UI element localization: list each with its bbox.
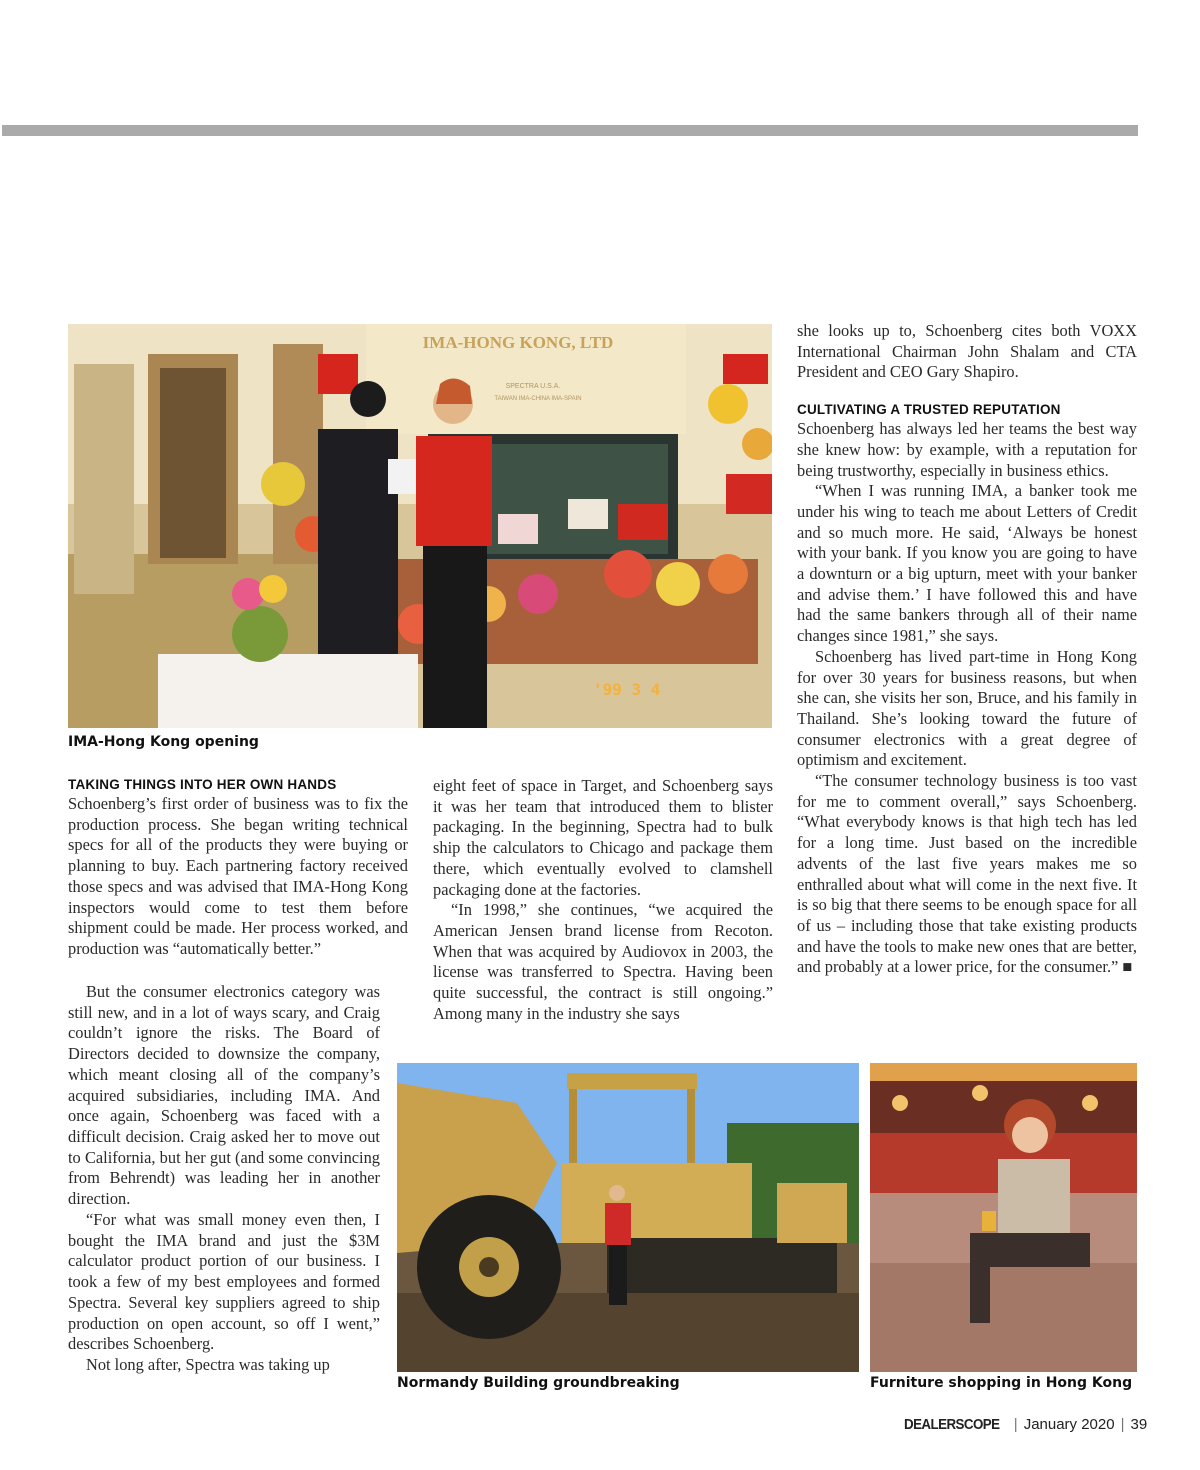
page-footer <box>904 1416 1154 1438</box>
paragraph <box>68 982 380 1210</box>
sign-line-2: SPECTRA U.S.A. <box>505 383 561 390</box>
caption-ima-hong-kong-opening: IMA-Hong Kong opening <box>68 734 259 750</box>
paragraph: “The consumer technology business is too vast for me to comment overall,” says Schoenberg. “What everybody knows is that high tech has led for a long time. Just based on the incredible advents of the last five years makes me so enthralled about what will come in the next five. It is so big that there seems to be enough space for all of us – including those that take existing products and have the tools to make new ones that are better, and probably at a lower price, for the consumer.” ■ <box>797 771 1137 977</box>
paragraph: Schoenberg’s first order of business was to fix the production process. She began writing technical specs for all of the products they were buying or planning to buy. Each partnering factory received those specs and was advised that IMA-Hong Kong inspectors would come to test them before shipment could be made. Her process worked, and production was “automatically better.” <box>68 794 408 958</box>
footer-separator: | <box>1120 1416 1125 1433</box>
paragraph: eight feet of space in Target, and Schoenberg says it was her team that introduced them to blister packaging. In the beginning, Spectra had to bulk ship the calculators to Chicago and package them there, which eventually evolved to clamshell packaging done at the factories. <box>433 776 773 899</box>
sign-line-1: IMA-HONG KONG, LTD <box>422 333 614 352</box>
caption-normandy-groundbreaking: Normandy Building groundbreaking <box>397 1375 680 1391</box>
magazine-brand: DEALERSCOPE <box>904 1417 1000 1433</box>
section-heading-trusted-reputation: CULTIVATING A TRUSTED REPUTATION <box>797 402 1061 418</box>
section-heading-own-hands: TAKING THINGS INTO HER OWN HANDS <box>68 777 337 792</box>
footer-separator: | <box>1013 1416 1018 1433</box>
photo-date-stamp: '99 3 4 <box>593 680 661 699</box>
top-divider-bar <box>2 125 1138 136</box>
paragraph: “When I was running IMA, a banker took me under his wing to teach me about Letters of Credit and so much more. He said, ‘Always be honest with your bank. If you know you are going to have a downturn or a big upturn, meet with your banker and advise them.’ I have followed this and have had the same bankers through all of their name changes since 1981,” she says. <box>797 481 1137 646</box>
article-column-1 <box>68 776 408 960</box>
article-column-1-lower <box>68 982 408 1210</box>
article-column-3 <box>797 321 1137 978</box>
photo-normandy-groundbreaking <box>397 1063 859 1372</box>
paragraph: she looks up to, Schoenberg cites both VOXX International Chairman John Shalam and CTA President and CEO Gary Shapiro. <box>797 321 1137 382</box>
photo-ima-hong-kong-opening <box>68 324 772 728</box>
paragraph: “For what was small money even then, I bought the IMA brand and just the $3M calculator product portion of our business. I took a few of my best employees and formed Spectra. Several key suppliers agreed to ship production on open account, so off I went,” describes Schoenberg. <box>68 1210 380 1354</box>
paragraph-text: But the consumer electronics category was still new, and in a lot of ways scary, and Craig couldn’t ignore the risks. The Board of Directors decided to downsize the company, which meant closing all of the company’s acquired subsidiaries, including IMA. And once again, Schoenberg was faced with a difficult decision. Craig asked her to move out to California, but her gut (and some convincing from Behrendt) was leading her in another direction. <box>68 982 380 1209</box>
caption-furniture-shopping: Furniture shopping in Hong Kong <box>870 1375 1133 1391</box>
photo-furniture-shopping <box>870 1063 1137 1372</box>
paragraph: Not long after, Spectra was taking up <box>86 1354 330 1374</box>
article-column-1-continued <box>68 1210 380 1376</box>
issue-date: January 2020 <box>1023 1416 1115 1433</box>
paragraph: Schoenberg has always led her teams the best way she knew how: by example, with a reputation for being trustworthy, especially in business ethics. <box>797 419 1137 480</box>
sign-line-3: TAIWAN IMA-CHINA IMA-SPAIN <box>494 396 582 402</box>
article-column-2 <box>433 776 773 1024</box>
paragraph: Schoenberg has lived part-time in Hong Kong for over 30 years for business reasons, but when she can, she visits her son, Bruce, and his family in Thailand. She’s looking toward the future of consumer electronics with a great degree of optimism and excitement. <box>797 646 1137 770</box>
paragraph: “In 1998,” she continues, “we acquired the American Jensen brand license from Recoton. When that was acquired by Audiovox in 2003, the license was transferred to Spectra. Having been quite successful, the contract is still ongoing.” Among many in the industry she says <box>433 900 773 1023</box>
page-number: 39 <box>1130 1416 1148 1433</box>
